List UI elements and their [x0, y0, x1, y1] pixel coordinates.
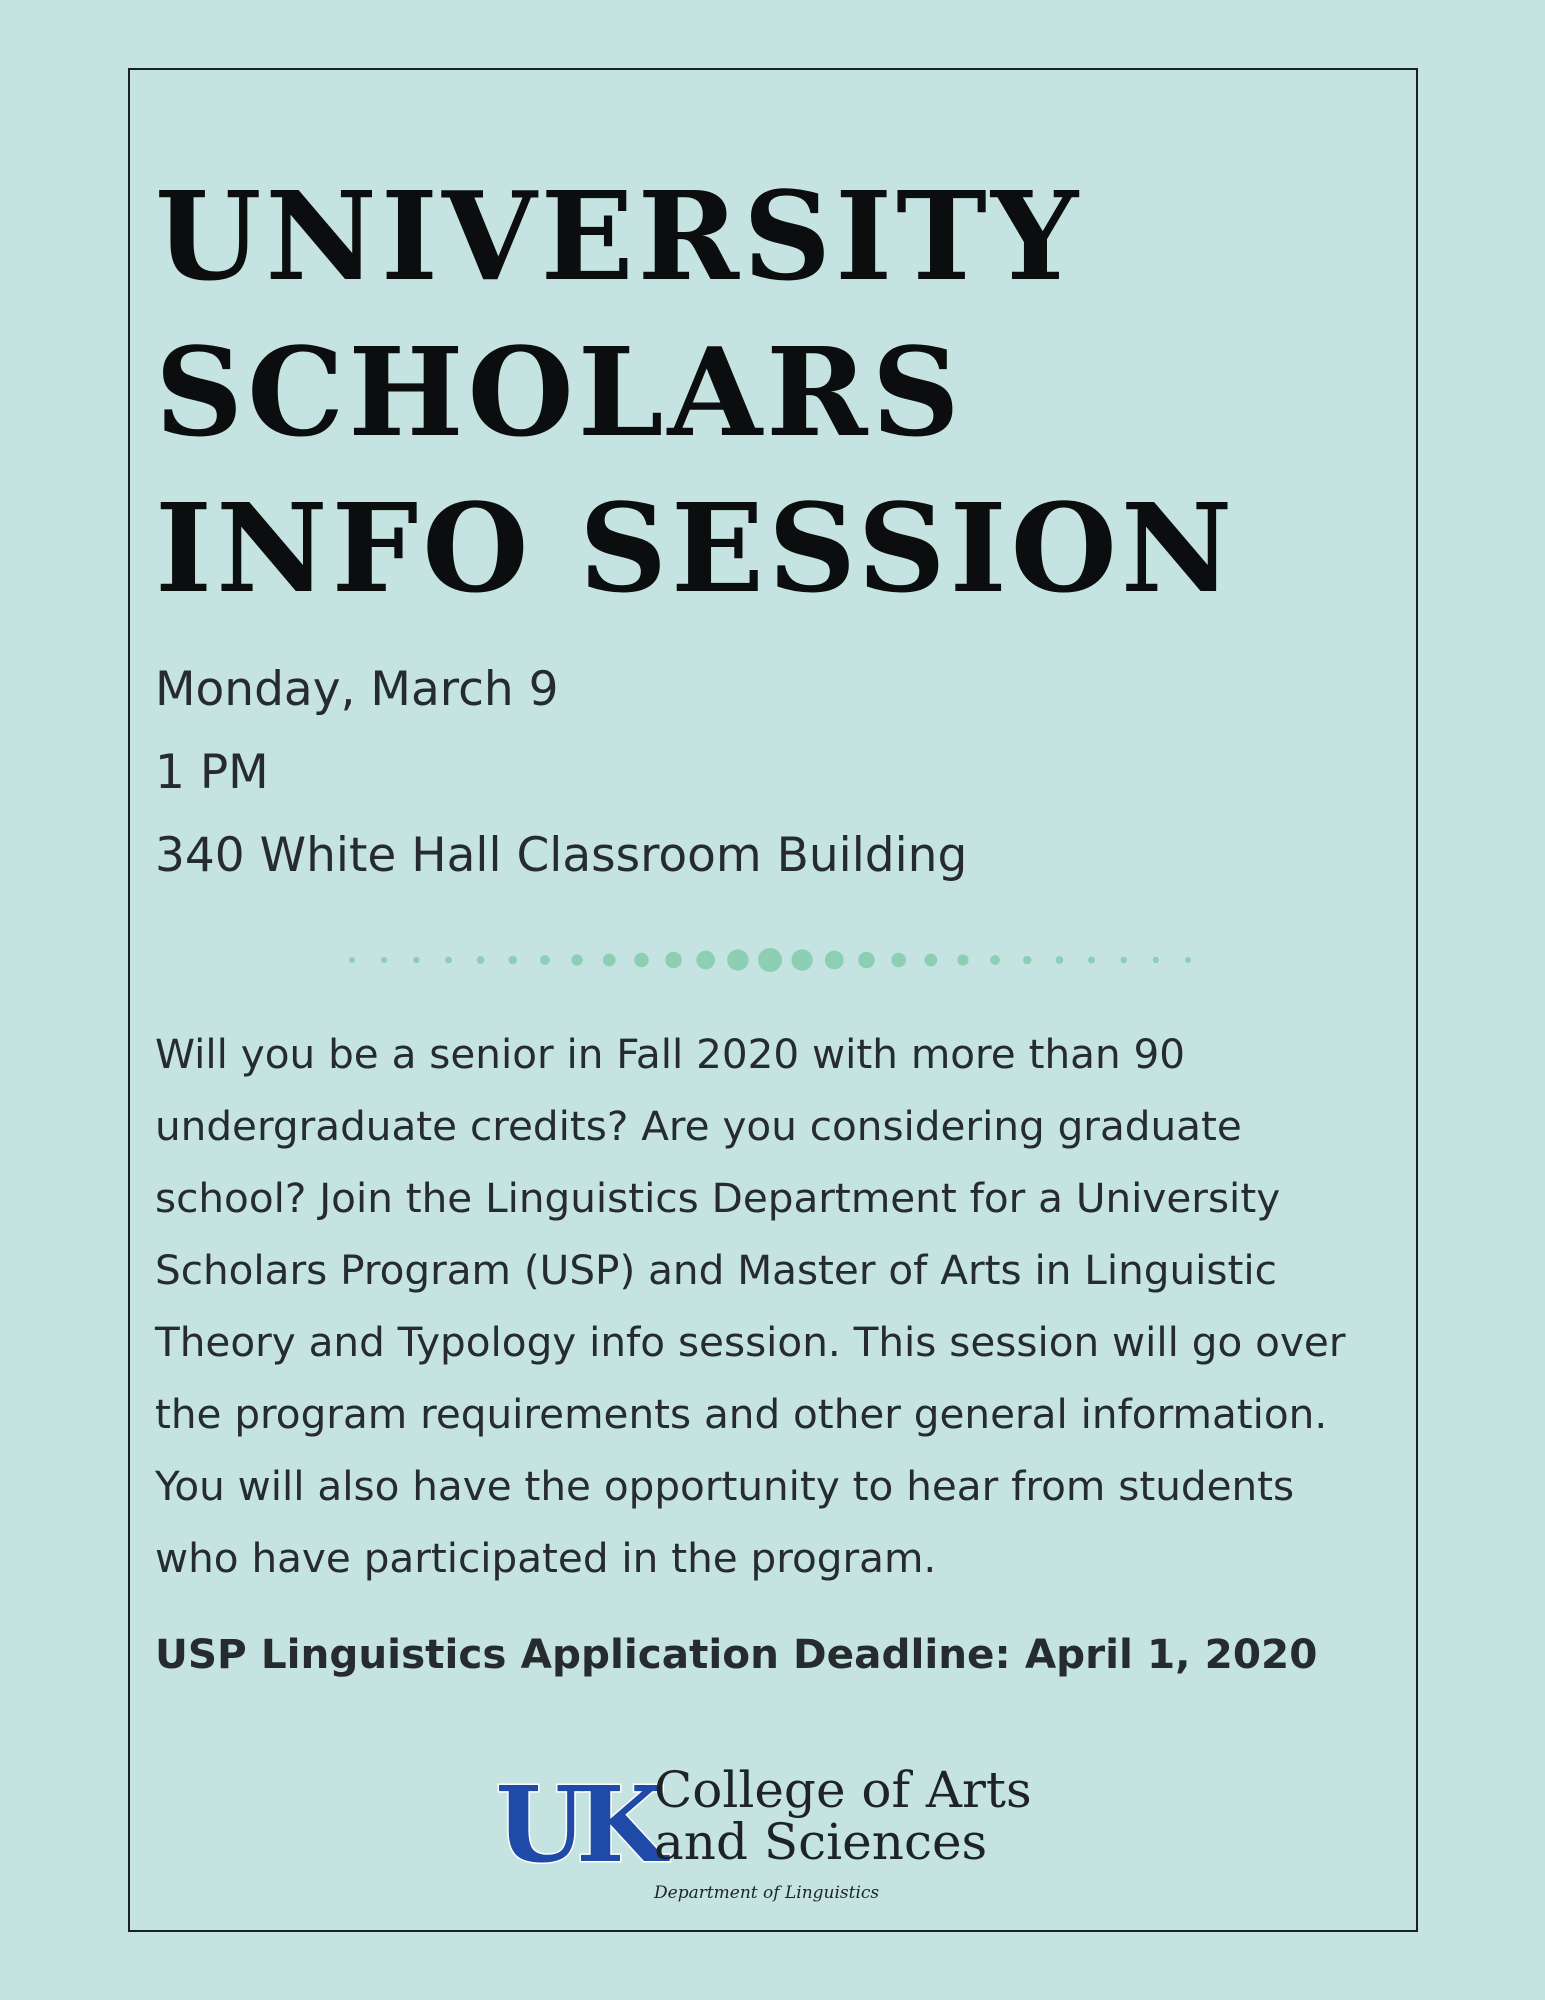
svg-text:UK: UK [495, 1763, 657, 1886]
college-logo [495, 1761, 1042, 1915]
divider-dot [477, 956, 485, 964]
divider-dot [603, 954, 616, 967]
divider-dot [381, 957, 387, 963]
divider-dot [990, 955, 1000, 965]
title-line-3: INFO SESSION [155, 476, 1237, 620]
title-line-1: UNIVERSITY [155, 164, 1083, 308]
event-date: Monday, March 9 [155, 662, 559, 717]
divider-dot [1185, 957, 1191, 963]
event-time: 1 PM [155, 745, 269, 800]
divider-dot [540, 955, 550, 965]
college-name-line-1: College of Arts [654, 1761, 1032, 1819]
application-deadline: USP Linguistics Application Deadline: April 1, 2020 [155, 1630, 1318, 1678]
divider-dot [891, 953, 906, 968]
divider-dot [1023, 956, 1032, 965]
divider-dot [825, 951, 844, 970]
divider-dot [696, 951, 715, 970]
college-name-line-2: and Sciences [654, 1813, 988, 1871]
divider-dot [791, 949, 812, 970]
divider-dot [727, 949, 748, 970]
event-location: 340 White Hall Classroom Building [155, 828, 968, 883]
department-name: Department of Linguistics [654, 1883, 880, 1903]
divider-dot [1088, 957, 1095, 964]
divider-dot [445, 957, 452, 964]
divider-dot [349, 957, 355, 963]
divider-dot [858, 952, 875, 969]
divider-dot [508, 956, 517, 965]
divider-dot [924, 954, 937, 967]
page-title [155, 158, 1236, 626]
event-details [155, 648, 967, 897]
dotted-divider [340, 940, 1200, 980]
divider-dot [571, 954, 582, 965]
divider-dot [957, 954, 968, 965]
dotted-divider-graphic [340, 940, 1200, 980]
description-paragraph: Will you be a senior in Fall 2020 with more than 90 undergraduate credits? Are you considering graduate school? Join the Linguistics Department for a University Scholars Program (USP) and Master of Arts in Linguistic Theory and Typology info session. This session will go over the program requirements and other general information. You will also have the opportunity to hear from students who have participated in the program. [155, 1030, 1346, 1582]
uk-logo-icon [495, 1763, 657, 1886]
title-line-2: SCHOLARS [155, 320, 964, 464]
divider-dot [758, 948, 782, 972]
divider-dot [413, 957, 419, 963]
divider-dot [1120, 957, 1126, 963]
divider-dot [634, 953, 649, 968]
divider-dot [665, 952, 682, 969]
divider-dot [1153, 957, 1159, 963]
divider-dot [1055, 956, 1063, 964]
